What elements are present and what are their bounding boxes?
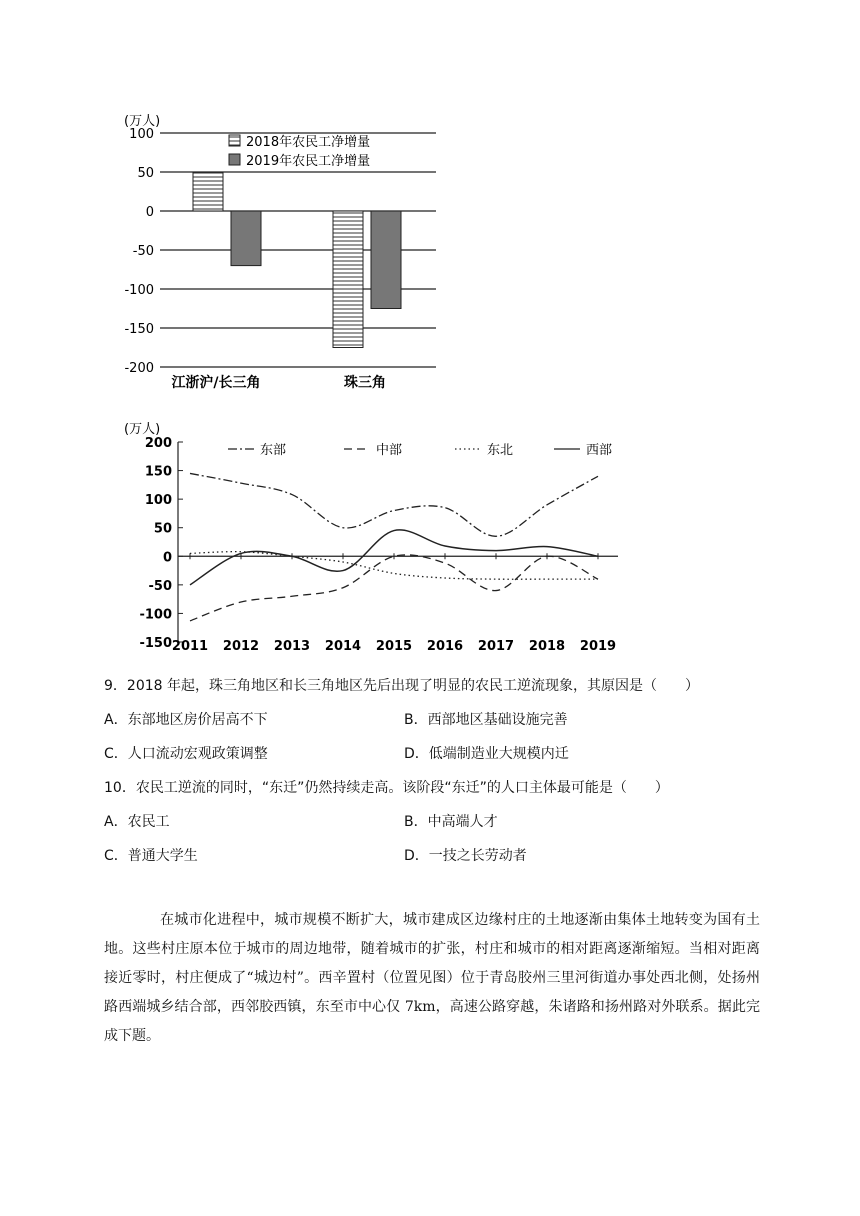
chart2-legend-label: 西部 <box>586 443 613 458</box>
chart2-y-tick-label: -50 <box>148 578 172 594</box>
q9-option-a[interactable]: A．东部地区房价居高不下 <box>104 712 268 728</box>
chart2-y-tick-label: 100 <box>144 493 172 509</box>
chart1-y-tick-label: 50 <box>137 166 154 181</box>
chart2-x-tick-label: 2012 <box>222 639 260 654</box>
q10-option-c[interactable]: C．普通大学生 <box>104 848 198 864</box>
chart2-series-line <box>190 555 598 621</box>
legend-2019-swatch <box>229 154 240 165</box>
chart2-series-line <box>190 473 598 536</box>
chart2-x-tick-label: 2017 <box>477 639 515 654</box>
chart1-y-tick-label: -200 <box>124 361 154 376</box>
chart2-x-tick-label: 2014 <box>324 639 362 654</box>
chart2-x-tick-label: 2016 <box>426 639 464 654</box>
chart1-y-tick-label: -150 <box>124 322 154 337</box>
q10-option-d[interactable]: D．一技之长劳动者 <box>404 848 527 864</box>
chart2-legend-label: 东部 <box>260 443 287 458</box>
q9-option-c[interactable]: C．人口流动宏观政策调整 <box>104 746 268 762</box>
chart1-unit: (万人) <box>124 114 161 129</box>
chart2-y-tick-label: 200 <box>144 436 172 451</box>
chart2-legend-label: 东北 <box>487 443 514 458</box>
chart1-y-tick-label: -50 <box>132 244 154 259</box>
chart1-bar <box>231 211 261 266</box>
chart2-x-tick-label: 2018 <box>528 639 566 654</box>
chart2-y-tick-label: -100 <box>139 607 172 623</box>
bar-chart-migrant-net-increase <box>0 0 860 400</box>
chart1-y-tick-label: -100 <box>124 283 154 298</box>
question-10-stem: 10．农民工逆流的同时，“东迁”仍然持续走高。该阶段“东迁”的人口主体最可能是（ ） <box>104 780 669 796</box>
chart2-unit: (万人) <box>124 422 161 437</box>
passage-urban-village: 在城市化进程中，城市规模不断扩大，城市建成区边缘村庄的土地逐渐由集体土地转变为国有土地。这些村庄原本位于城市的周边地带，随着城市的扩张，村庄和城市的相对距离逐渐缩短。当相对距离接近零时，村庄便成了“城边村”。西辛置村（位置见图）位于青岛胶州三里河街道办事处西北侧，处扬州路西端城乡结合部，西邻胶西镇，东至市中心仅 7km，高速公路穿越，朱诸路和扬州路对外联系。据此完成下题。 <box>104 912 760 1044</box>
chart2-x-tick-label: 2013 <box>273 639 311 654</box>
chart2-legend-label: 中部 <box>376 443 403 458</box>
chart2-x-tick-label: 2011 <box>171 639 209 654</box>
q9-option-b[interactable]: B．西部地区基础设施完善 <box>404 712 568 728</box>
chart2-y-tick-label: 50 <box>153 521 172 537</box>
q10-option-b[interactable]: B．中高端人才 <box>404 814 498 830</box>
chart1-bar <box>371 211 401 309</box>
chart2-x-tick-label: 2019 <box>579 639 617 654</box>
legend-2018-swatch <box>229 135 240 146</box>
chart2-y-tick-label: -150 <box>139 636 172 651</box>
chart2-y-tick-label: 150 <box>144 464 172 480</box>
chart1-category-label: 珠三角 <box>344 375 386 391</box>
question-9-stem: 9．2018 年起，珠三角地区和长三角地区先后出现了明显的农民工逆流现象，其原因是（ ） <box>104 678 699 694</box>
chart1-bar <box>333 211 363 348</box>
q10-option-a[interactable]: A．农民工 <box>104 814 170 830</box>
chart2-x-tick-label: 2015 <box>375 639 413 654</box>
chart1-bar <box>193 172 223 211</box>
line-chart-regional-migration <box>0 400 860 680</box>
chart2-y-tick-label: 0 <box>162 550 172 566</box>
chart1-category-label: 江浙沪/长三角 <box>171 375 261 391</box>
q9-option-d[interactable]: D．低端制造业大规模内迁 <box>404 746 569 762</box>
chart1-y-tick-label: 100 <box>129 127 154 142</box>
legend-2018-label: 2018年农民工净增量 <box>246 135 371 150</box>
legend-2019-label: 2019年农民工净增量 <box>246 154 371 169</box>
chart1-y-tick-label: 0 <box>145 205 154 220</box>
